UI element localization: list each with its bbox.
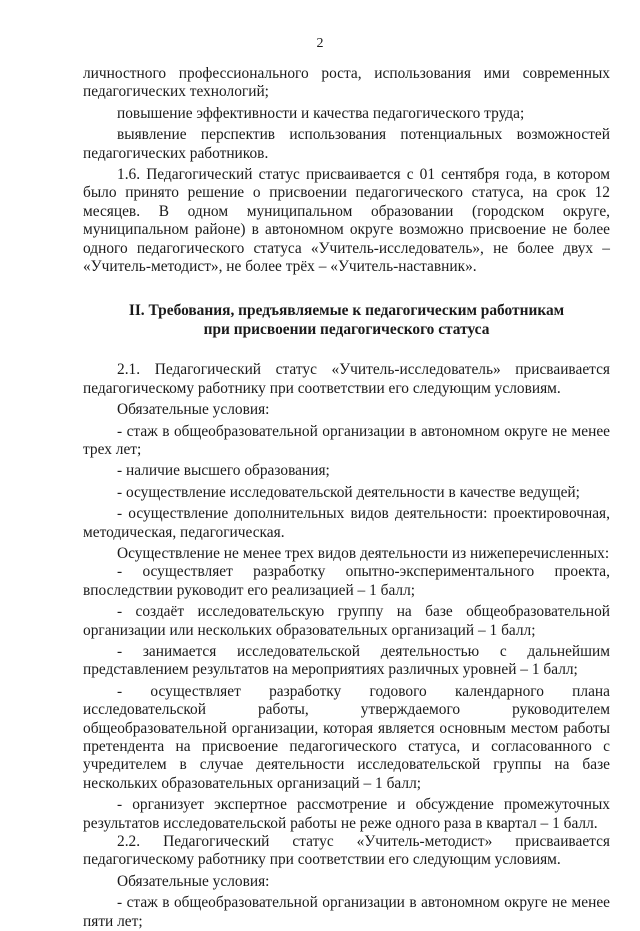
list-item: - осуществление исследовательской деятельности в качестве ведущей; xyxy=(117,483,580,501)
paragraph: Обязательные условия: xyxy=(117,872,270,890)
list-item: - занимается исследовательской деятельностью с дальнейшим представлением результатов на мероприятиях различных уровней – 1 балл; xyxy=(83,642,610,679)
intro-paragraphs xyxy=(83,65,610,276)
paragraph: 1.6. Педагогический статус присваивается с 01 сентября года, в котором было принято решение о присвоении педагогического статуса, на срок 12 месяцев. В одном муниципальном образовании (городском округе, муниципальном районе) в автономном округе возможно присвоение не более одного педагогического статуса «Учитель-исследователь», не более двух – «Учитель-методист», не более трёх – «Учитель-наставник». xyxy=(83,166,610,276)
page-number: 2 xyxy=(316,36,324,51)
paragraph: Обязательные условия: xyxy=(117,401,270,419)
paragraph: 2.1. Педагогический статус «Учитель-исследователь» присваивается педагогическому работнику при соответствии его следующим условиям. xyxy=(83,361,610,397)
section-heading xyxy=(83,302,610,339)
section-heading-line: II. Требования, предъявляемые к педагогическим работникам xyxy=(128,302,565,320)
list-item: - осуществляет разработку опытно-экспериментального проекта, впоследствии руководит его реализацией – 1 балл; xyxy=(83,563,610,599)
list-item: - наличие высшего образования; xyxy=(117,462,330,480)
paragraph: Осуществление не менее трех видов деятельности из нижеперечисленных: xyxy=(117,544,610,562)
section-heading-line: при присвоении педагогического статуса xyxy=(203,320,490,338)
list-item: - осуществление дополнительных видов деятельности: проектировочная, методическая, педагогическая. xyxy=(83,505,610,541)
document-body xyxy=(83,65,610,931)
paragraph: 2.2. Педагогический статус «Учитель-методист» присваивается педагогическому работнику при соответствии его следующим условиям. xyxy=(83,833,610,869)
paragraph: повышение эффективности и качества педагогического труда; xyxy=(117,104,525,122)
paragraph: личностного профессионального роста, использования ими современных педагогических технологий; xyxy=(83,65,610,101)
list-item: - стаж в общеобразовательной организации в автономном округе не менее пяти лет; xyxy=(83,894,610,930)
paragraph: выявление перспектив использования потенциальных возможностей педагогических работников. xyxy=(83,126,610,162)
list-item: - организует экспертное рассмотрение и обсуждение промежуточных результатов исследовательской работы не реже одного раза в квартал – 1 балл. xyxy=(83,796,610,832)
list-item: - создаёт исследовательскую группу на базе общеобразовательной организации или нескольких образовательных организаций – 1 балл; xyxy=(83,603,610,639)
list-item: - стаж в общеобразовательной организации в автономном округе не менее трех лет; xyxy=(83,422,610,458)
list-item: - осуществляет разработку годового календарного плана исследовательской работы, утверждаемого руководителем общеобразовательной организации, которая является основным местом работы претендента на присвоение педагогического статуса, и согласованного с учредителем в случае деятельности исследовательской группы на базе нескольких образовательных организаций – 1 балл; xyxy=(83,682,610,792)
requirements-paragraphs xyxy=(83,361,610,931)
